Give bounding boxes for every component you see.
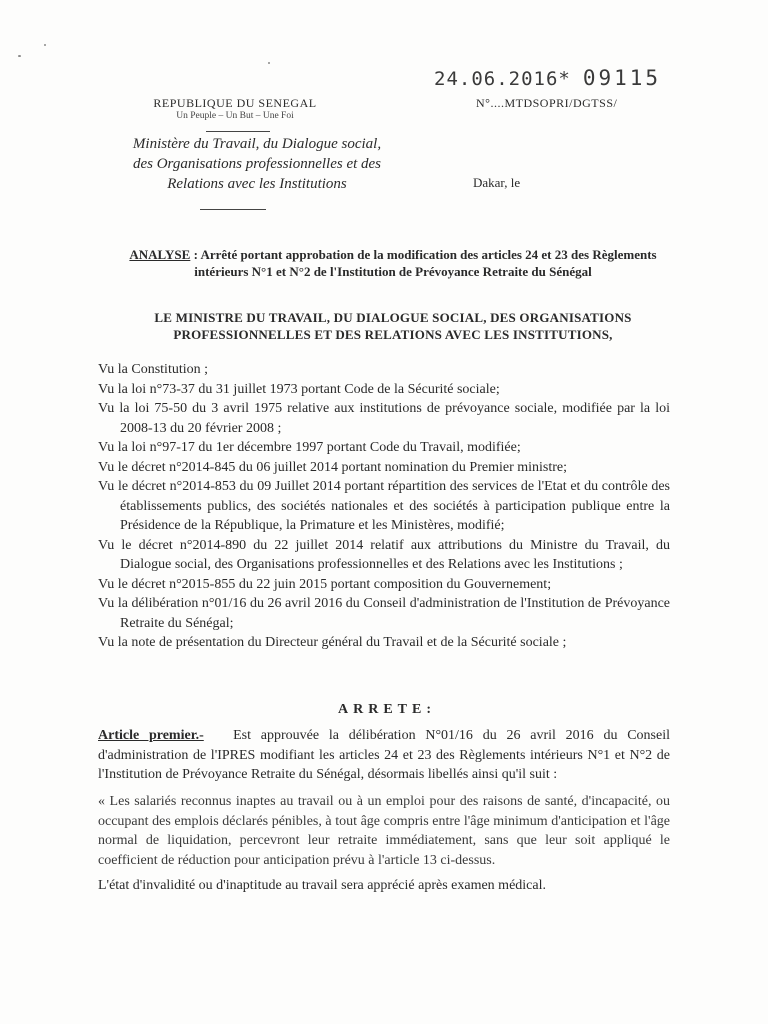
visa-item [98,633,670,653]
republic-title: REPUBLIQUE DU SENEGAL [153,96,317,110]
scan-speck [44,44,46,46]
visa-item [98,458,670,478]
header-divider-top [206,131,270,132]
visa-text: la loi n°97-17 du 1er décembre 1997 portant Code du Travail, modifiée; [117,440,521,455]
ministry-line: des Organisations professionnelles et des [132,156,382,172]
ministry-name [112,134,402,194]
analyse-label: ANALYSE [129,247,191,262]
ministry-line: Relations avec les Institutions [167,176,347,192]
article-label: Article premier.- [98,728,204,743]
visa-item [98,594,670,633]
stamp-number: 09115 [582,66,662,90]
article-premier [98,726,670,785]
visa-prefix: Vu [98,596,115,611]
header-divider-bottom [200,209,266,210]
visa-item [98,477,670,536]
invalidity-clause: L'état d'invalidité ou d'inaptitude au travail sera apprécié après examen médical. [98,878,546,893]
visa-prefix: Vu [98,537,115,553]
visa-prefix: Vu [98,401,115,416]
visa-text: la délibération n°01/16 du 26 avril 2016 du Conseil d'administration de l'Institution de Prévoyance Retraite du Sénégal; [117,596,671,631]
visa-prefix: Vu [98,362,115,377]
scan-speck [18,55,21,57]
visa-text: le décret n°2014-890 du 22 juillet 2014 relatif aux attributions du Ministre du Travail, du Dialogue social, des Organisations professionnelles et des Relations avec les Institutions ; [120,537,671,572]
visa-item [98,380,670,400]
visa-prefix: Vu [98,440,115,455]
national-motto: Un Peuple – Un But – Une Foi [176,111,294,121]
visa-text: la loi 75-50 du 3 avril 1975 relative aux institutions de prévoyance sociale, modifiée par la loi 2008-13 du 20 février 2008 ; [119,401,670,436]
minister-title: LE MINISTRE DU TRAVAIL, DU DIALOGUE SOCIAL, DES ORGANISATIONS PROFESSIONNELLES ET DES RELATIONS AVEC LES INSTITUTIONS, [154,310,632,342]
analyse-text: : Arrêté portant approbation de la modification des articles 24 et 23 des Règlements intérieurs N°1 et N°2 de l'Institution de Prévoyance Retraite du Sénégal [190,247,657,279]
stamp-date: 24.06.2016* [434,68,571,90]
visa-text: le décret n°2014-845 du 06 juillet 2014 portant nomination du Premier ministre; [117,459,568,475]
article-text: Est approuvée la délibération N°01/16 du 26 avril 2016 du Conseil d'administration de l'IPRES modifiant les articles 24 et 23 des Règlements intérieurs N°1 et N°2 de l'Institution de Prévoyance Retraite du Sénégal, désormais libellés ainsi qu'il suit : [98,728,670,782]
visa-item [98,360,670,380]
visa-prefix: Vu [98,576,115,592]
visa-prefix: Vu [98,381,115,397]
reference-number: N°....MTDSOPRI/DGTSS/ [476,96,618,110]
visa-prefix: Vu [98,479,115,494]
visa-text: la loi n°73-37 du 31 juillet 1973 portant Code de la Sécurité sociale; [117,381,500,397]
visa-text: le décret n°2015-855 du 22 juin 2015 portant composition du Gouvernement; [117,576,552,592]
quoted-provision: « Les salariés reconnus inaptes au travail ou à un emploi pour des raisons de santé, d'incapacité, ou occupant des emplois déclarés pénibles, à tout âge compris entre l'âge minimum d'anticipation et l'âge normal de liquidation, percevront leur retraite immédiatement, sans que leur soit appliqué le coefficient de réduction pour anticipation prévu à l'article 13 ci-dessus. [98,794,670,868]
place-date: Dakar, le [473,175,521,190]
visa-text: la note de présentation du Directeur général du Travail et de la Sécurité sociale ; [117,635,567,650]
arrete-heading: ARRETE: [338,702,437,717]
visas-list [98,360,670,653]
ministry-line: Ministère du Travail, du Dialogue social, [132,136,382,152]
visa-prefix: Vu [98,635,115,650]
scan-speck [268,62,270,64]
visa-item [98,575,670,595]
visa-text: la Constitution ; [117,362,209,377]
visa-prefix: Vu [98,459,115,475]
visa-item [98,399,670,438]
analyse-summary [118,246,668,280]
visa-item [98,438,670,458]
visa-text: le décret n°2014-853 du 09 Juillet 2014 portant répartition des services de l'Etat et du contrôle des établissements publics, des sociétés nationales et des sociétés à participation publique entre la Présidence de la République, la Primature et les Ministères, modifié; [117,479,670,533]
visa-item [98,536,670,575]
date-stamp [434,66,661,90]
